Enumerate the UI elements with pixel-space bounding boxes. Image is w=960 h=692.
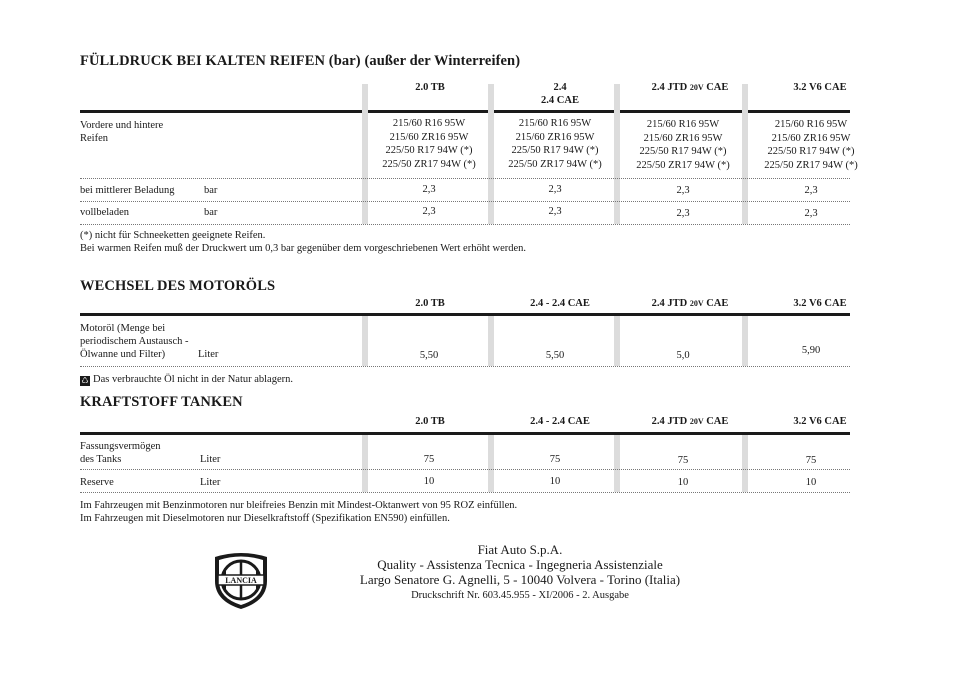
- tyre-full-load-unit: bar: [204, 207, 218, 218]
- fuel-reserve-unit: Liter: [200, 477, 221, 488]
- oil-col-header-1: 2.0 TB: [415, 298, 445, 309]
- footer-address: Largo Senatore G. Agnelli, 5 - 10040 Volvera - Torino (Italia): [359, 572, 681, 587]
- tyre-warm-note: Bei warmen Reifen muß der Druckwert um 0,3 bar gegenüber dem vorgeschriebenen Wert erhöht werden.: [80, 243, 527, 254]
- oil-value-2: 5,50: [545, 350, 565, 361]
- fuel-reserve-value-1: 10: [423, 476, 435, 487]
- fuel-capacity-value-3: 75: [677, 455, 689, 466]
- oil-col-header-3: 2.4 JTD 20V CAE: [651, 298, 729, 309]
- svg-text:LANCIA: LANCIA: [225, 576, 257, 585]
- fuel-capacity-value-2: 75: [549, 454, 561, 465]
- tyre-full-value-2: 2,3: [548, 206, 562, 217]
- oil-col-header-4: 3.2 V6 CAE: [793, 298, 847, 309]
- tyre-full-load-label: vollbeladen: [80, 207, 129, 218]
- oil-value-1: 5,50: [419, 350, 439, 361]
- tyre-avg-load-label: bei mittlerer Beladung: [80, 185, 175, 196]
- fuel-reserve-label: Reserve: [80, 477, 114, 488]
- lancia-logo-icon: [209, 547, 273, 611]
- tyre-col-header-4: 3.2 V6 CAE: [793, 82, 847, 93]
- fuel-capacity-value-1: 75: [423, 454, 435, 465]
- tyre-full-value-3: 2,3: [676, 208, 690, 219]
- oil-header-rule: [80, 313, 850, 316]
- tyre-full-value-4: 2,3: [804, 208, 818, 219]
- tyre-sizes-cell-3: 215/60 R16 95W 215/60 ZR16 95W 225/50 R17 94W (*) 225/50 ZR17 94W (*): [636, 119, 730, 171]
- fuel-capacity-value-4: 75: [805, 455, 817, 466]
- row-divider: [80, 492, 850, 493]
- tyre-col-header-2: 2.4 2.4 CAE: [541, 82, 579, 106]
- row-divider: [80, 224, 850, 225]
- tyre-col-header-1: 2.0 TB: [415, 82, 445, 93]
- tyre-avg-value-2: 2,3: [548, 184, 562, 195]
- footer-company: Fiat Auto S.p.A.: [477, 542, 563, 557]
- tyre-col-header-3: 2.4 JTD 20V CAE: [651, 82, 729, 93]
- row-divider: [80, 178, 850, 179]
- tyre-pressure-heading: FÜLLDRUCK BEI KALTEN REIFEN (bar) (außer der Winterreifen): [80, 53, 521, 69]
- tyre-sizes-cell-1: 215/60 R16 95W 215/60 ZR16 95W 225/50 R17 94W (*) 225/50 ZR17 94W (*): [382, 118, 476, 170]
- tyre-header-rule: [80, 110, 850, 113]
- fuel-col-header-4: 3.2 V6 CAE: [793, 416, 847, 427]
- footer-department: Quality - Assistenza Tecnica - Ingegneria Assistenziale: [377, 557, 663, 572]
- fuel-header-rule: [80, 432, 850, 435]
- fuel-heading: KRAFTSTOFF TANKEN: [80, 394, 243, 410]
- tyre-avg-value-4: 2,3: [804, 185, 818, 196]
- fuel-col-header-1: 2.0 TB: [415, 416, 445, 427]
- tyre-avg-load-unit: bar: [204, 185, 218, 196]
- row-divider: [80, 201, 850, 202]
- fuel-petrol-note: Im Fahrzeugen mit Benzinmotoren nur bleifreies Benzin mit Mindest-Oktanwert von 95 ROZ einfüllen.: [80, 500, 518, 511]
- oil-value-3: 5,0: [676, 350, 690, 361]
- oil-disposal-note: ♺ Das verbrauchte Öl nicht in der Natur ablagern.: [81, 374, 294, 385]
- tyre-sizes-label: Vordere und hintere Reifen: [80, 120, 164, 144]
- tyre-avg-value-3: 2,3: [676, 185, 690, 196]
- oil-quantity-label: Motoröl (Menge bei periodischem Austausch - Ölwanne und Filter): [80, 323, 189, 360]
- tyre-avg-value-1: 2,3: [422, 184, 436, 195]
- tyre-footnote: (*) nicht für Schneeketten geeignete Reifen.: [80, 230, 266, 241]
- fuel-reserve-value-2: 10: [549, 476, 561, 487]
- fuel-capacity-label: Fassungsvermögen des Tanks: [80, 441, 161, 465]
- fuel-reserve-value-4: 10: [805, 477, 817, 488]
- fuel-col-header-2: 2.4 - 2.4 CAE: [530, 416, 590, 427]
- footer-print-ref: Druckschrift Nr. 603.45.955 - XI/2006 - 2. Ausgabe: [411, 590, 629, 601]
- fuel-capacity-unit: Liter: [200, 454, 221, 465]
- oil-value-4: 5,90: [801, 345, 821, 356]
- oil-change-heading: WECHSEL DES MOTORÖLS: [80, 278, 276, 294]
- fuel-diesel-note: Im Fahrzeugen mit Dieselmotoren nur Dieselkraftstoff (Spezifikation EN590) einfüllen.: [80, 513, 450, 524]
- row-divider: [80, 469, 850, 470]
- fuel-reserve-value-3: 10: [677, 477, 689, 488]
- fuel-col-header-3: 2.4 JTD 20V CAE: [651, 416, 729, 427]
- row-divider: [80, 366, 850, 367]
- recycle-icon: ♺: [81, 376, 89, 385]
- oil-quantity-unit: Liter: [198, 349, 219, 360]
- tyre-sizes-cell-4: 215/60 R16 95W 215/60 ZR16 95W 225/50 R17 94W (*) 225/50 ZR17 94W (*): [764, 119, 858, 171]
- tyre-full-value-1: 2,3: [422, 206, 436, 217]
- oil-col-header-2: 2.4 - 2.4 CAE: [530, 298, 590, 309]
- tyre-sizes-cell-2: 215/60 R16 95W 215/60 ZR16 95W 225/50 R17 94W (*) 225/50 ZR17 94W (*): [508, 118, 602, 170]
